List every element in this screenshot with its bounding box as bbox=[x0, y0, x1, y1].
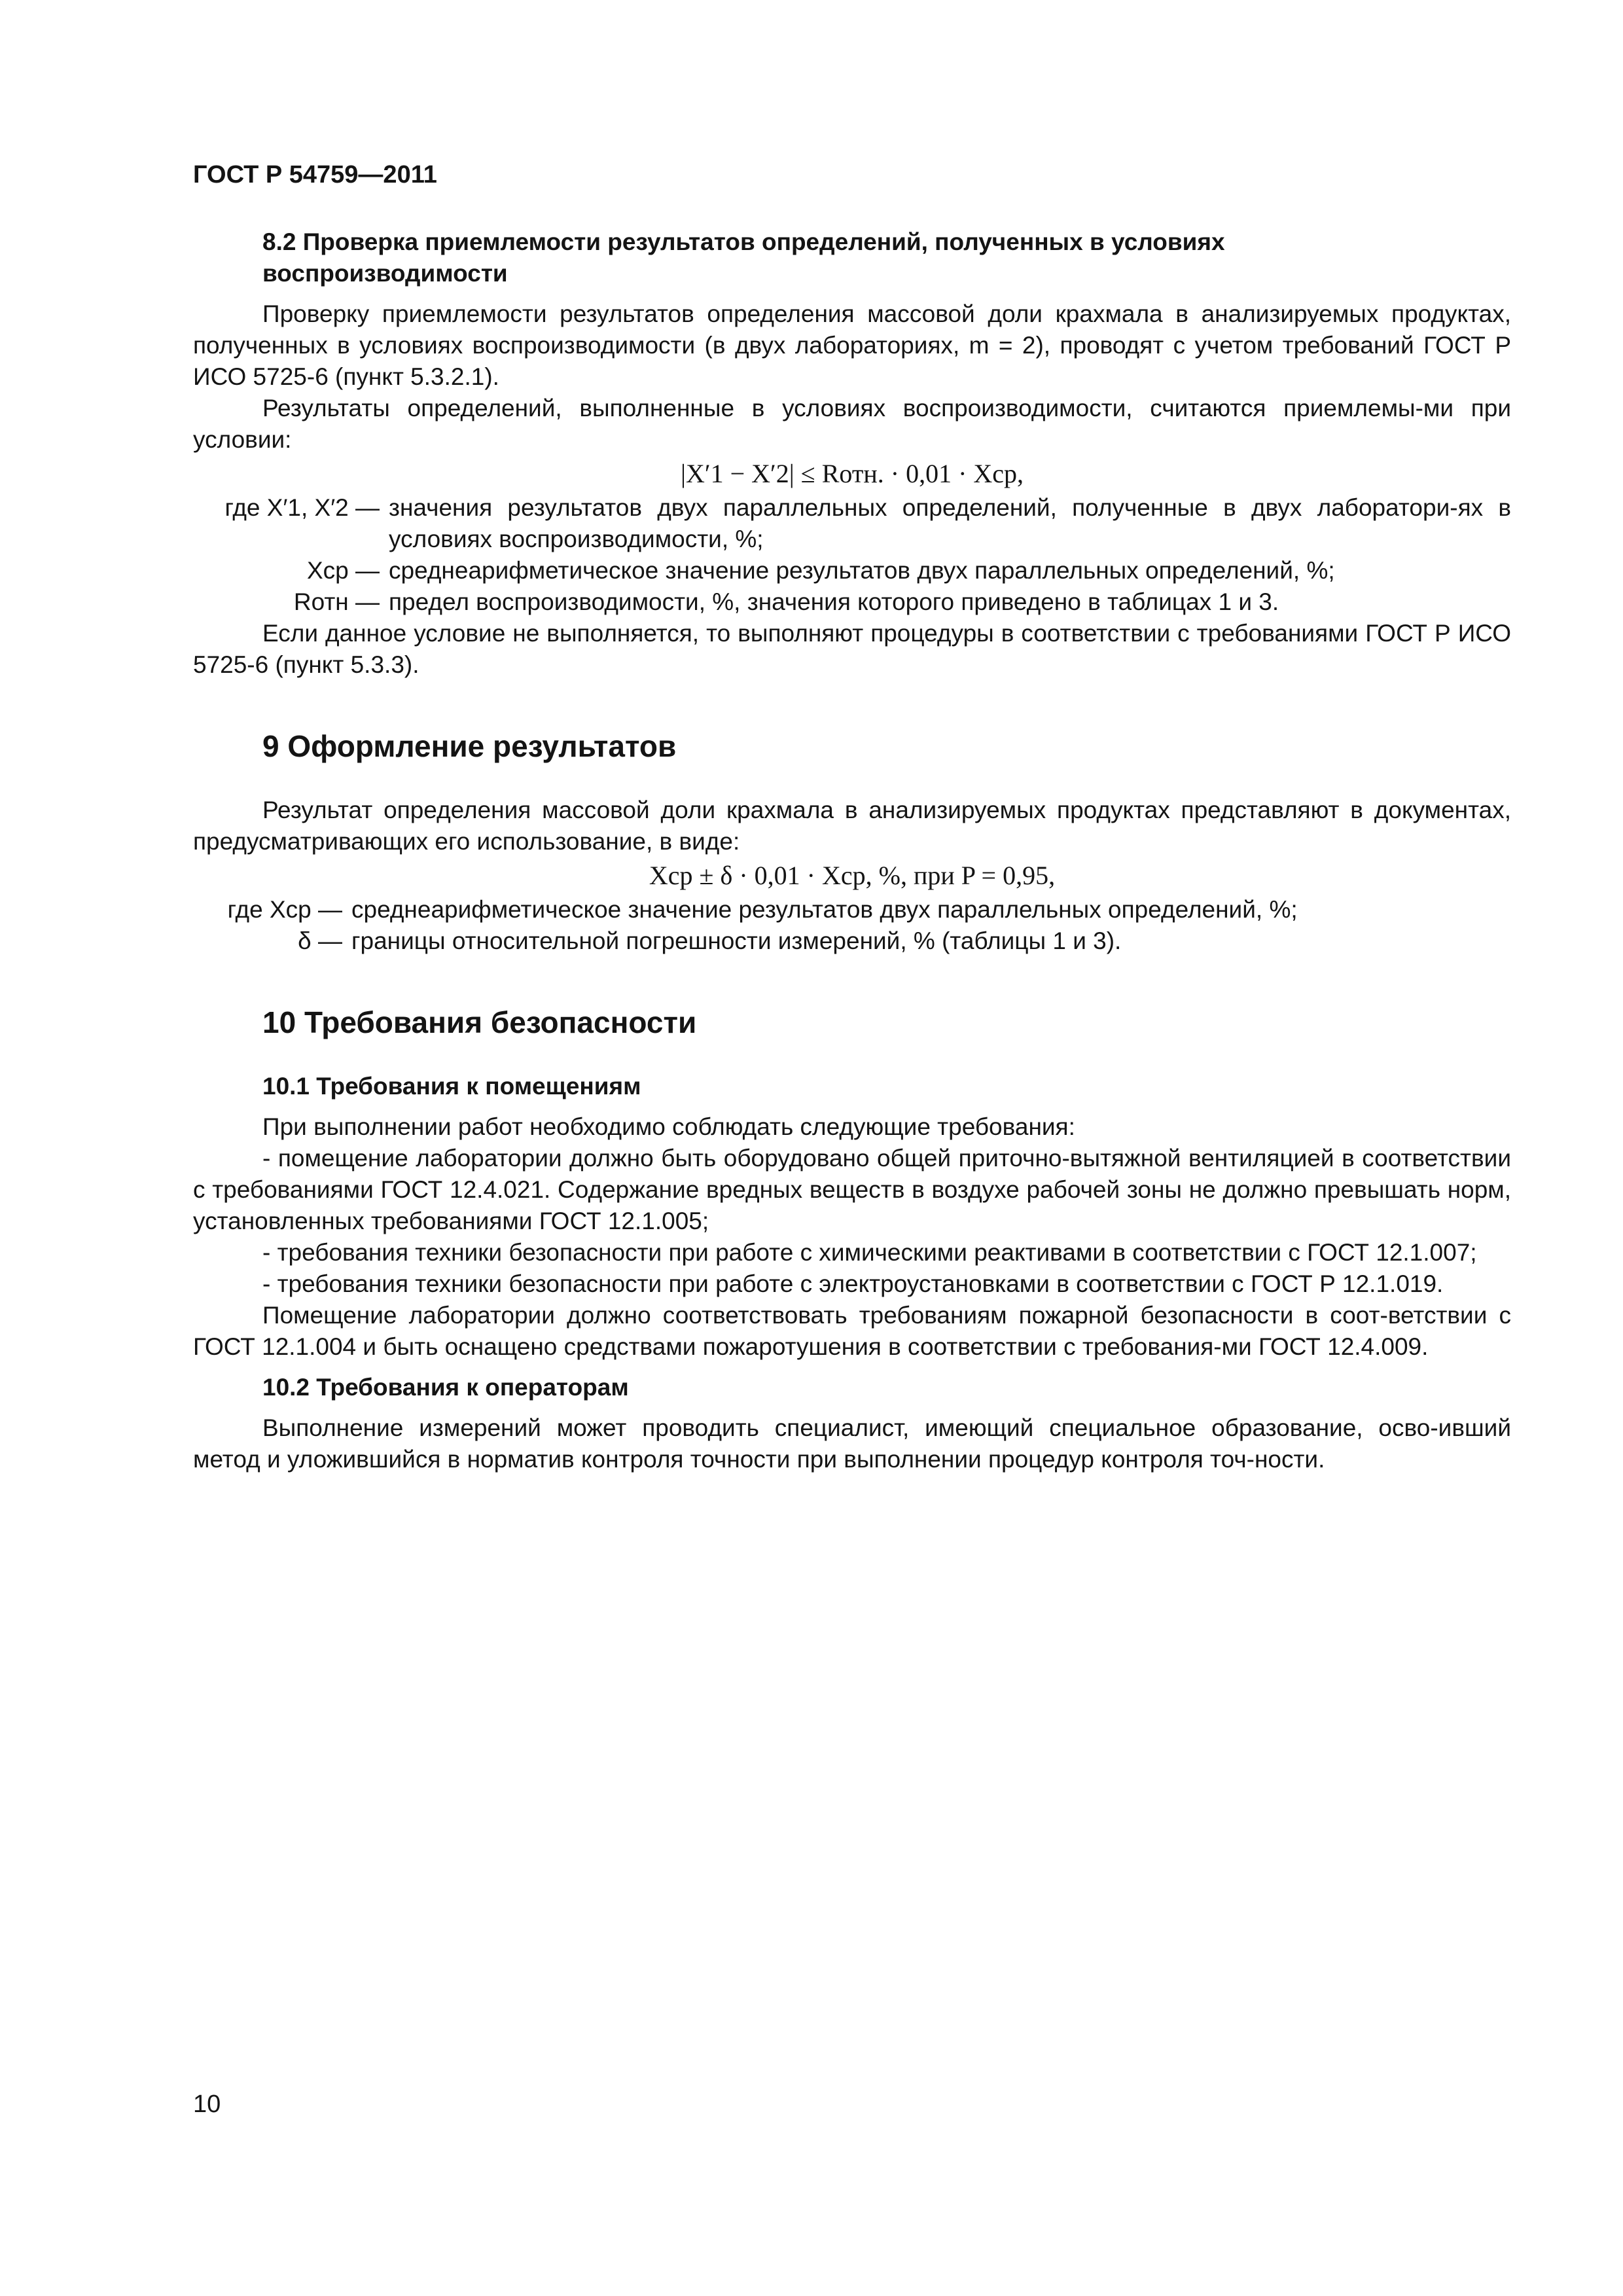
document-body bbox=[193, 226, 1511, 1475]
section-10-2-heading: 10.2 Требования к операторам bbox=[262, 1374, 629, 1401]
section-8-2-paragraph-1: Проверку приемлемости результатов определения массовой доли крахмала в анализируемых продуктах, полученных в условиях воспроизводимости (в двух лабораториях, m = 2), проводят с учетом требований ГОСТ Р ИСО 5725-6 (пункт 5.3.2.1). bbox=[193, 300, 1511, 390]
section-8-2-paragraph-3: Если данное условие не выполняется, то выполняют процедуры в соответствии с требованиями ГОСТ Р ИСО 5725-6 (пункт 5.3.3). bbox=[193, 620, 1511, 678]
section-10-1-heading: 10.1 Требования к помещениям bbox=[262, 1073, 641, 1100]
section-10-1-paragraph-1: При выполнении работ необходимо соблюдать следующие требования: bbox=[262, 1113, 1075, 1140]
definition-rotn-label: Rотн — bbox=[293, 588, 380, 615]
document-header: ГОСТ Р 54759—2011 bbox=[193, 161, 437, 188]
definition-rotn-text: предел воспроизводимости, %, значения которого приведено в таблицах 1 и 3. bbox=[389, 588, 1279, 615]
section-10-heading: 10 Требования безопасности bbox=[262, 1005, 697, 1039]
section-8-2-paragraph-2: Результаты определений, выполненные в условиях воспроизводимости, считаются приемлемы-ми при условии: bbox=[193, 395, 1511, 453]
definition-delta bbox=[193, 925, 1511, 957]
section-10-1-paragraph-3: - требования техники безопасности при работе с химическими реактивами в соответствии с ГОСТ 12.1.007; bbox=[262, 1239, 1477, 1266]
section-8-2-heading-line1: 8.2 Проверка приемлемости результатов определений, полученных в условиях bbox=[262, 228, 1225, 255]
section-9-heading: 9 Оформление результатов bbox=[262, 729, 677, 763]
definition-xcp-label: Xср — bbox=[306, 557, 380, 584]
reproducibility-condition-formula: |X′1 − X′2| ≤ Rотн. · 0,01 · Xср, bbox=[680, 459, 1024, 488]
page-number: 10 bbox=[193, 2090, 221, 2118]
section-8-2-heading bbox=[262, 226, 1511, 289]
definition-rotn bbox=[193, 586, 1511, 618]
definition-9-xcp bbox=[193, 894, 1511, 925]
section-10-1-paragraph-2: - помещение лаборатории должно быть оборудовано общей приточно-вытяжной вентиляцией в соответствии с требованиями ГОСТ 12.4.021. Содержание вредных веществ в воздухе рабочей зоны не должно превышать норм, установленных требованиями ГОСТ 12.1.005; bbox=[193, 1145, 1511, 1234]
definition-x1-x2-label: где X′1, X′2 — bbox=[224, 494, 380, 521]
definition-x1-x2 bbox=[193, 492, 1511, 555]
section-10-1-paragraph-4: - требования техники безопасности при работе с электроустановками в соответствии с ГОСТ Р 12.1.019. bbox=[262, 1270, 1444, 1297]
section-10-1-paragraph-5: Помещение лаборатории должно соответствовать требованиям пожарной безопасности в соот-ветствии с ГОСТ 12.1.004 и быть оснащено средствами пожаротушения в соответствии с требования-ми ГОСТ 12.4.009. bbox=[193, 1302, 1511, 1360]
definition-9-xcp-text: среднеарифметическое значение результатов двух параллельных определений, %; bbox=[351, 896, 1298, 923]
section-8-2-heading-line2: воспроизводимости bbox=[262, 260, 508, 287]
section-9-paragraph-1: Результат определения массовой доли крахмала в анализируемых продуктах представляют в документах, предусматривающих его использование, в виде: bbox=[193, 797, 1511, 855]
definition-xcp-text: среднеарифметическое значение результатов двух параллельных определений, %; bbox=[389, 557, 1335, 584]
definition-x1-x2-text: значения результатов двух параллельных определений, полученные в двух лаборатори-ях в условиях воспроизводимости, %; bbox=[389, 494, 1511, 552]
definition-xcp bbox=[193, 555, 1511, 586]
definition-9-xcp-label: где Xср — bbox=[227, 896, 342, 923]
result-presentation-formula: Xср ± δ · 0,01 · Xср, %, при P = 0,95, bbox=[649, 861, 1056, 890]
definition-delta-text: границы относительной погрешности измерений, % (таблицы 1 и 3). bbox=[351, 927, 1122, 954]
section-10-2-paragraph-1: Выполнение измерений может проводить специалист, имеющий специальное образование, осво-ивший метод и уложившийся в норматив контроля точности при выполнении процедур контроля точ-ности. bbox=[193, 1414, 1511, 1473]
definition-delta-label: δ — bbox=[298, 927, 342, 954]
